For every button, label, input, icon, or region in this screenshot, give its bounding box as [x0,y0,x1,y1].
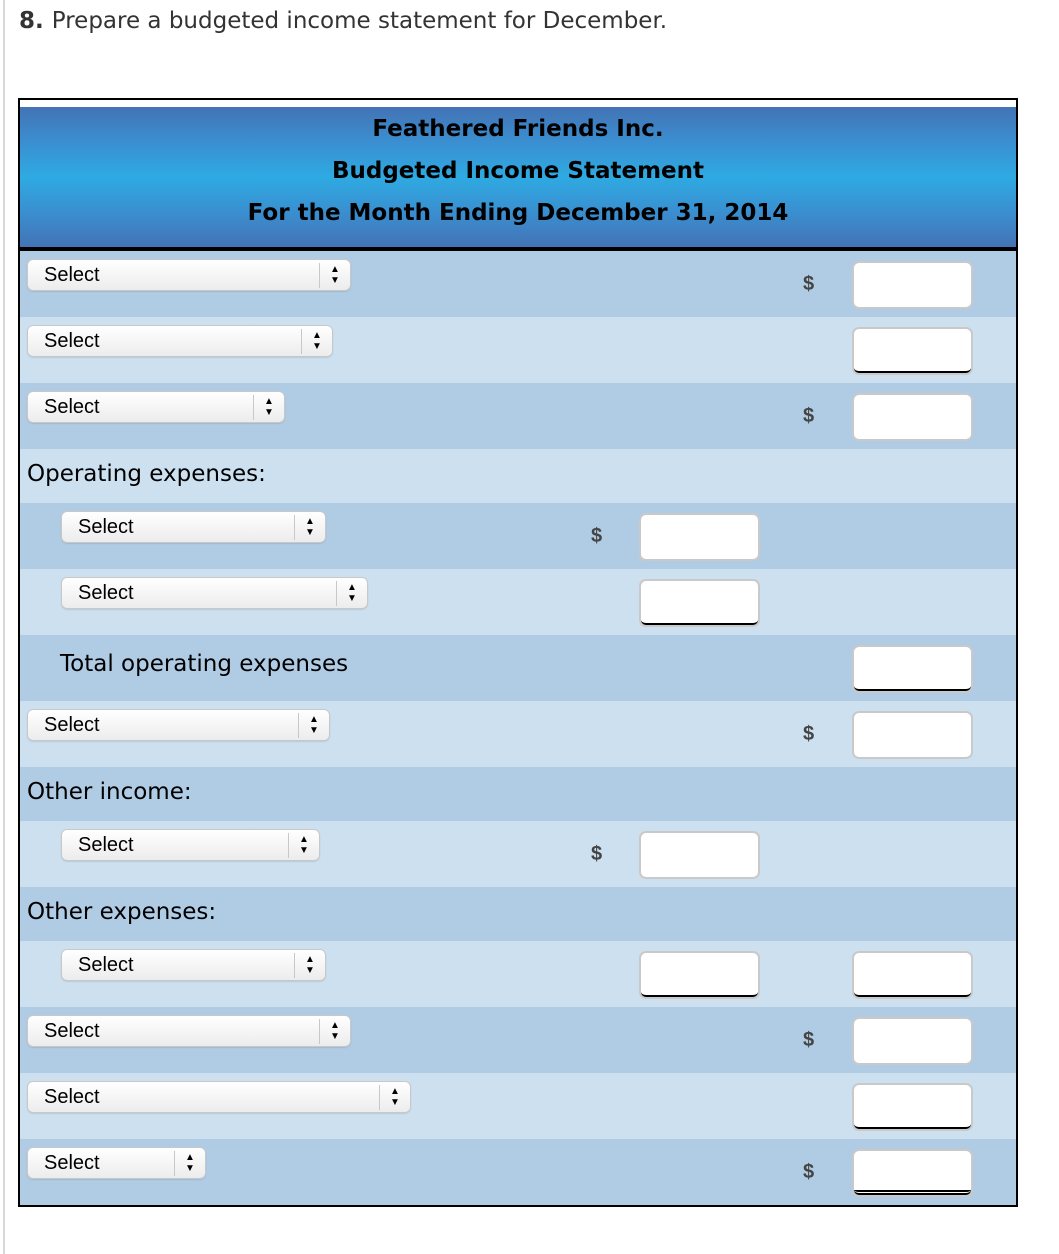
select-value: Select [78,516,134,538]
question-number: 8. [19,8,44,34]
statement-row [20,1073,1016,1139]
select-value: Select [44,1152,100,1174]
income-statement-table [18,98,1018,1207]
section-heading: Other income: [27,779,192,805]
select-value: Select [44,396,100,418]
company-name: Feathered Friends Inc. [372,116,664,142]
amount-input-total[interactable] [854,395,971,439]
amount-input-total[interactable] [854,647,971,691]
section-heading: Operating expenses: [27,461,266,487]
statement-row [20,767,1016,821]
select-value: Select [44,264,100,286]
page-left-border [3,0,5,1254]
up-down-arrows-icon: ▲ ▼ [174,1151,205,1176]
question-text: Prepare a budgeted income statement for December. [51,8,668,34]
amount-input-total[interactable] [854,953,971,997]
up-down-arrows-icon: ▲ ▼ [319,263,350,288]
statement-row [20,449,1016,503]
account-select[interactable] [62,512,325,542]
amount-input-detail[interactable] [641,581,758,625]
select-value: Select [44,330,100,352]
question [19,8,667,34]
dollar-sign: $ [591,525,603,547]
dollar-sign: $ [803,723,815,745]
amount-input-total[interactable] [854,713,971,757]
account-select[interactable] [62,578,367,608]
section-heading: Other expenses: [27,899,217,925]
account-select[interactable] [62,950,325,980]
amount-input-total[interactable] [854,1151,971,1195]
statement-row [20,251,1016,317]
statement-row [20,887,1016,941]
select-value: Select [78,954,134,976]
up-down-arrows-icon: ▲ ▼ [319,1019,350,1044]
statement-row [20,635,1016,701]
amount-input-detail[interactable] [641,833,758,877]
account-select[interactable] [28,1148,205,1178]
statement-header [20,107,1016,251]
dollar-sign: $ [803,405,815,427]
up-down-arrows-icon: ▲ ▼ [301,329,332,354]
statement-period: For the Month Ending December 31, 2014 [247,200,789,226]
account-select[interactable] [28,1016,350,1046]
statement-row [20,1139,1016,1205]
statement-row [20,1007,1016,1073]
row-label: Total operating expenses [60,651,349,677]
statement-row [20,821,1016,887]
up-down-arrows-icon: ▲ ▼ [253,395,284,420]
statement-row [20,701,1016,767]
dollar-sign: $ [803,1029,815,1051]
account-select[interactable] [28,260,350,290]
up-down-arrows-icon: ▲ ▼ [294,515,325,540]
dollar-sign: $ [803,1161,815,1183]
select-value: Select [78,834,134,856]
statement-title: Budgeted Income Statement [331,158,705,184]
account-select[interactable] [62,830,319,860]
account-select[interactable] [28,392,284,422]
account-select[interactable] [28,1082,410,1112]
select-value: Select [44,714,100,736]
dollar-sign: $ [803,273,815,295]
select-value: Select [44,1020,100,1042]
amount-input-detail[interactable] [641,515,758,559]
amount-input-detail[interactable] [641,953,758,997]
amount-input-total[interactable] [854,1019,971,1063]
statement-row [20,569,1016,635]
up-down-arrows-icon: ▲ ▼ [379,1085,410,1110]
select-value: Select [78,582,134,604]
up-down-arrows-icon: ▲ ▼ [336,581,367,606]
up-down-arrows-icon: ▲ ▼ [294,953,325,978]
statement-rows [20,251,1016,1205]
up-down-arrows-icon: ▲ ▼ [288,833,319,858]
account-select[interactable] [28,710,329,740]
statement-row [20,503,1016,569]
select-value: Select [44,1086,100,1108]
dollar-sign: $ [591,843,603,865]
statement-row [20,941,1016,1007]
statement-row [20,383,1016,449]
amount-input-total[interactable] [854,329,971,373]
amount-input-total[interactable] [854,263,971,307]
up-down-arrows-icon: ▲ ▼ [298,713,329,738]
statement-row [20,317,1016,383]
amount-input-total[interactable] [854,1085,971,1129]
account-select[interactable] [28,326,332,356]
